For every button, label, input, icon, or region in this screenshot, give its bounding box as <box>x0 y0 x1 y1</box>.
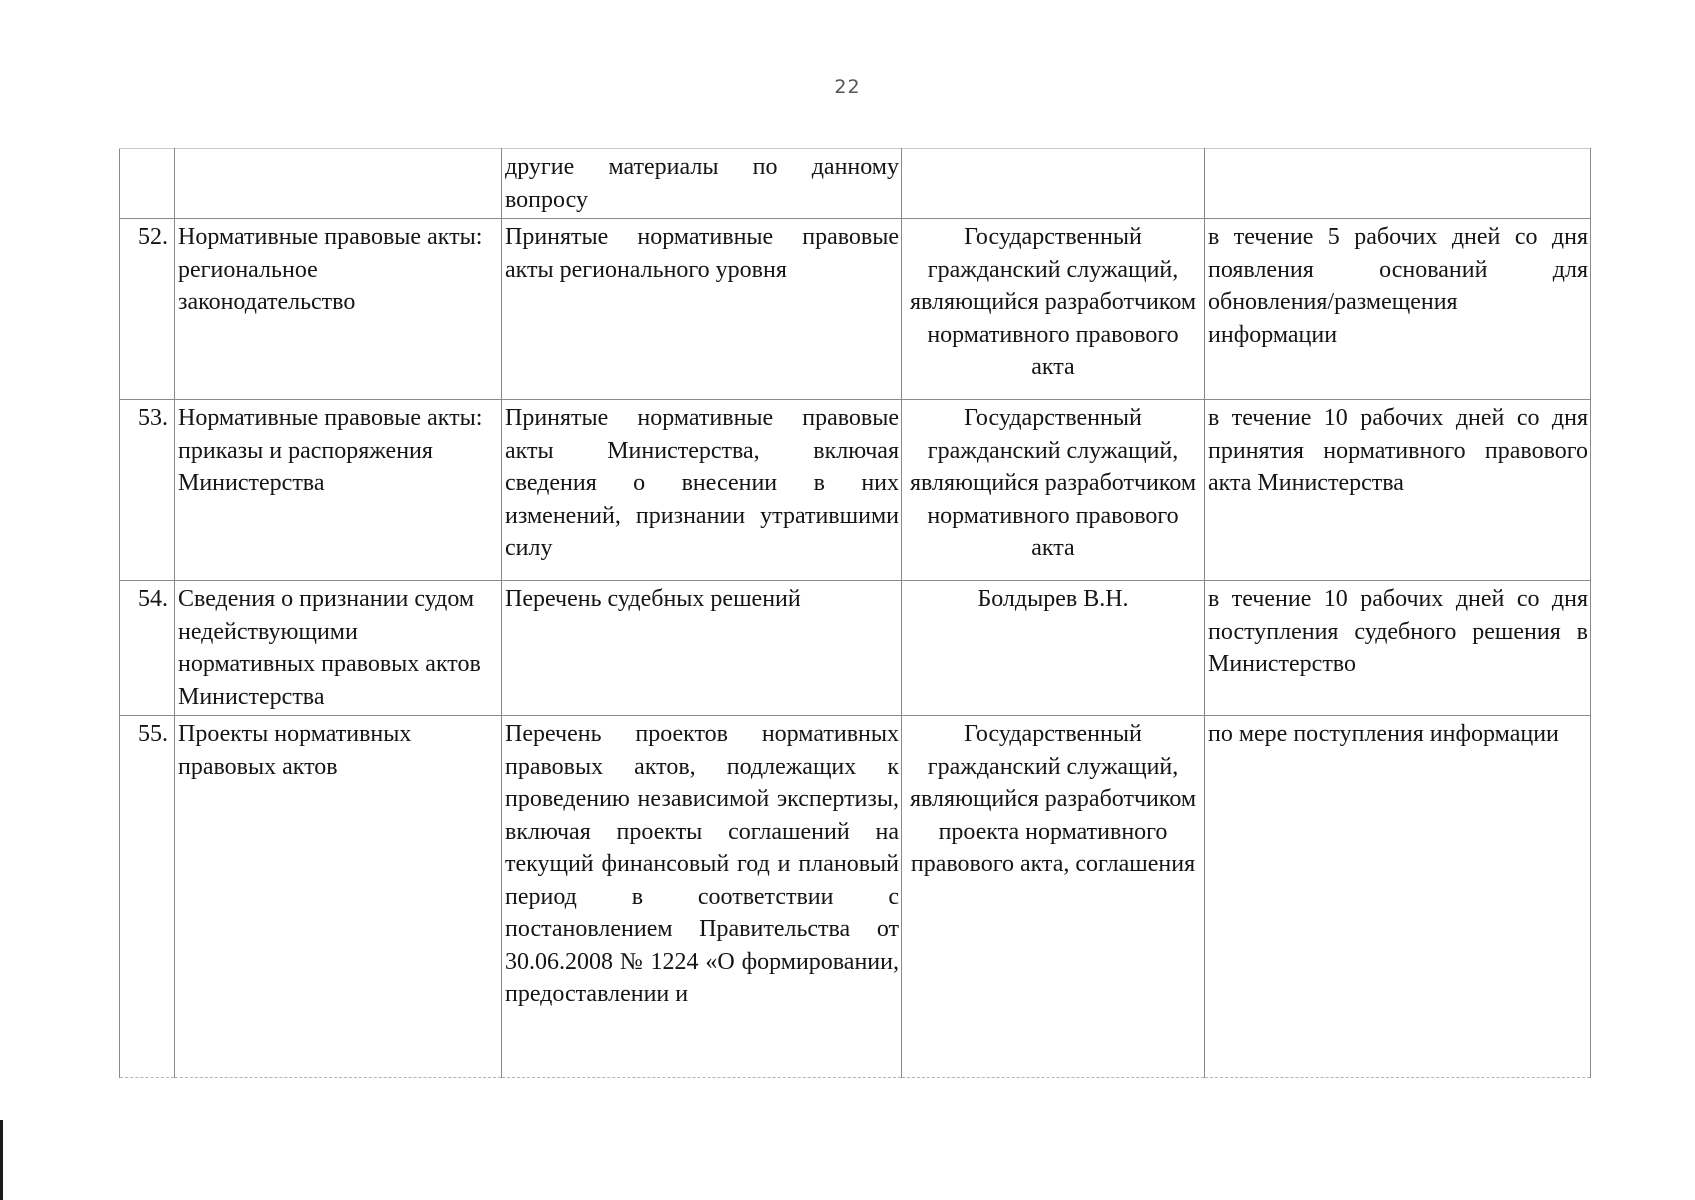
info-content: Принятые нормативные правовые акты регионального уровня <box>502 219 902 400</box>
scan-edge-mark <box>0 1120 3 1200</box>
info-category <box>175 149 502 219</box>
row-number: 53. <box>120 400 175 581</box>
publication-term: в течение 5 рабочих дней со дня появления оснований для обновления/размещения информации <box>1205 219 1591 400</box>
info-content <box>502 149 902 219</box>
responsible-person: Болдырев В.Н. <box>902 581 1205 716</box>
info-category: Проекты нормативных правовых актов <box>175 716 502 1078</box>
responsible-person: Государственный гражданский служащий, являющийся разработчиком нормативного правового акта <box>902 400 1205 581</box>
info-category: Сведения о признании судом недействующими нормативных правовых актов Министерства <box>175 581 502 716</box>
responsible-person <box>902 149 1205 219</box>
info-category: Нормативные правовые акты: региональное законодательство <box>175 219 502 400</box>
document-table <box>119 148 1591 1078</box>
row-number <box>120 149 175 219</box>
row-number: 52. <box>120 219 175 400</box>
info-content-text: другие материалы по данному вопросу <box>505 154 899 213</box>
responsible-person: Государственный гражданский служащий, являющийся разработчиком нормативного правового акта <box>902 219 1205 400</box>
publication-term: в течение 10 рабочих дней со дня поступления судебного решения в Министерство <box>1205 581 1591 716</box>
table-row-55 <box>120 716 1591 1078</box>
table-row-52 <box>120 219 1591 400</box>
info-content: Перечень проектов нормативных правовых актов, подлежащих к проведению независимой экспертизы, включая проекты соглашений на текущий финансовый год и плановый период в соответствии с постановлением Правительства от 30.06.2008 № 1224 «О формировании, предоставлении и <box>502 716 902 1078</box>
info-category: Нормативные правовые акты: приказы и распоряжения Министерства <box>175 400 502 581</box>
publication-term <box>1205 149 1591 219</box>
row-number: 54. <box>120 581 175 716</box>
responsible-person: Государственный гражданский служащий, являющийся разработчиком проекта нормативного правового акта, соглашения <box>902 716 1205 1078</box>
table-row-continuation <box>120 149 1591 219</box>
page-number: 22 <box>834 76 861 98</box>
info-content: Принятые нормативные правовые акты Министерства, включая сведения о внесении в них изменений, признании утратившими силу <box>502 400 902 581</box>
table-row-53 <box>120 400 1591 581</box>
publication-term: в течение 10 рабочих дней со дня принятия нормативного правового акта Министерства <box>1205 400 1591 581</box>
publication-term: по мере поступления информации <box>1205 716 1591 1078</box>
row-number: 55. <box>120 716 175 1078</box>
table-row-54 <box>120 581 1591 716</box>
info-content: Перечень судебных решений <box>502 581 902 716</box>
